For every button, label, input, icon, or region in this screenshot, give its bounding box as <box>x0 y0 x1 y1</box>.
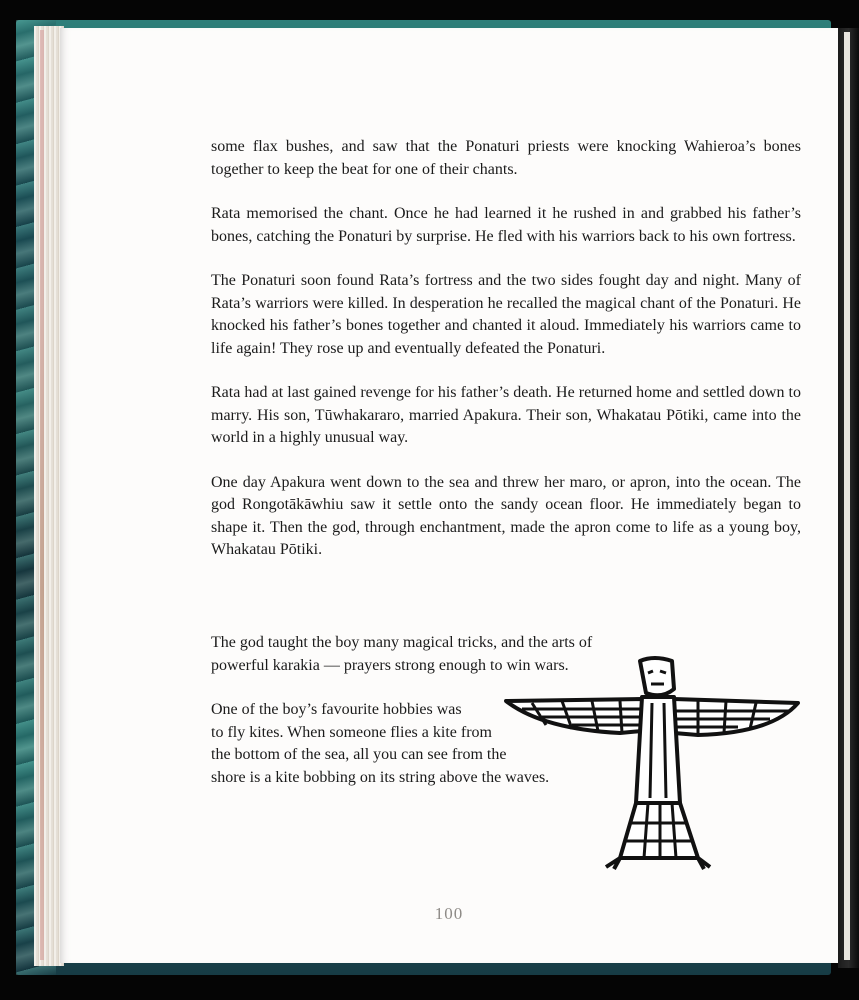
paragraph-7-line-2: to fly kites. When someone flies a kite from <box>211 723 492 741</box>
paragraph-7-line-4: shore is a kite bobbing on its string above the waves. <box>211 768 550 786</box>
figure-right-wing <box>674 699 798 735</box>
kite-figure-illustration <box>502 653 802 873</box>
book-page <box>60 28 838 963</box>
paragraph-5: One day Apakura went down to the sea and threw her maro, or apron, into the ocean. The god Rongotākāwhiu saw it settle onto the sandy ocean floor. He immediately began to shape it. Then the god, through enchantment, made the apron come to life as a young boy, Whakatau Pōtiki. <box>211 473 801 558</box>
paragraph-1: some flax bushes, and saw that the Ponaturi priests were knocking Wahieroa’s bones together to keep the beat for one of their chants. <box>211 138 801 178</box>
figure-head <box>640 658 674 695</box>
paragraph-7-line-3: the bottom of the sea, all you can see from the <box>211 746 507 763</box>
next-page-edge <box>844 32 850 960</box>
body-text <box>211 136 801 584</box>
paragraph-2: Rata memorised the chant. Once he had learned it he rushed in and grabbed his father’s bones, catching the Ponaturi by surprise. He fled with his warriors back to his own fortress. <box>211 205 801 245</box>
paragraph-6-line-2: powerful karakia — prayers strong enough to win wars. <box>211 656 569 674</box>
paragraph-3: The Ponaturi soon found Rata’s fortress and the two sides fought day and night. Many of Rata’s warriors were killed. In desperation he recalled the magical chant of the Ponaturi. He knocked his father’s bones together and chanted it aloud. Immediately his warriors came to life again! They rose up and eventually defeated the Ponaturi. <box>211 272 801 357</box>
paragraph-7 <box>211 699 549 789</box>
figure-torso <box>636 697 680 803</box>
page-edges-tint <box>40 30 44 960</box>
paragraph-7-line-1: One of the boy’s favourite hobbies was <box>211 701 462 718</box>
page-number: 100 <box>434 904 464 923</box>
paragraph-6-line-1: The god taught the boy many magical tricks, and the arts of <box>211 634 593 651</box>
paragraph-4: Rata had at last gained revenge for his father’s death. He returned home and settled down to marry. His son, Tūwhakararo, married Apakura. Their son, Whakatau Pōtiki, came into the world in a highly unusual way. <box>211 384 801 446</box>
